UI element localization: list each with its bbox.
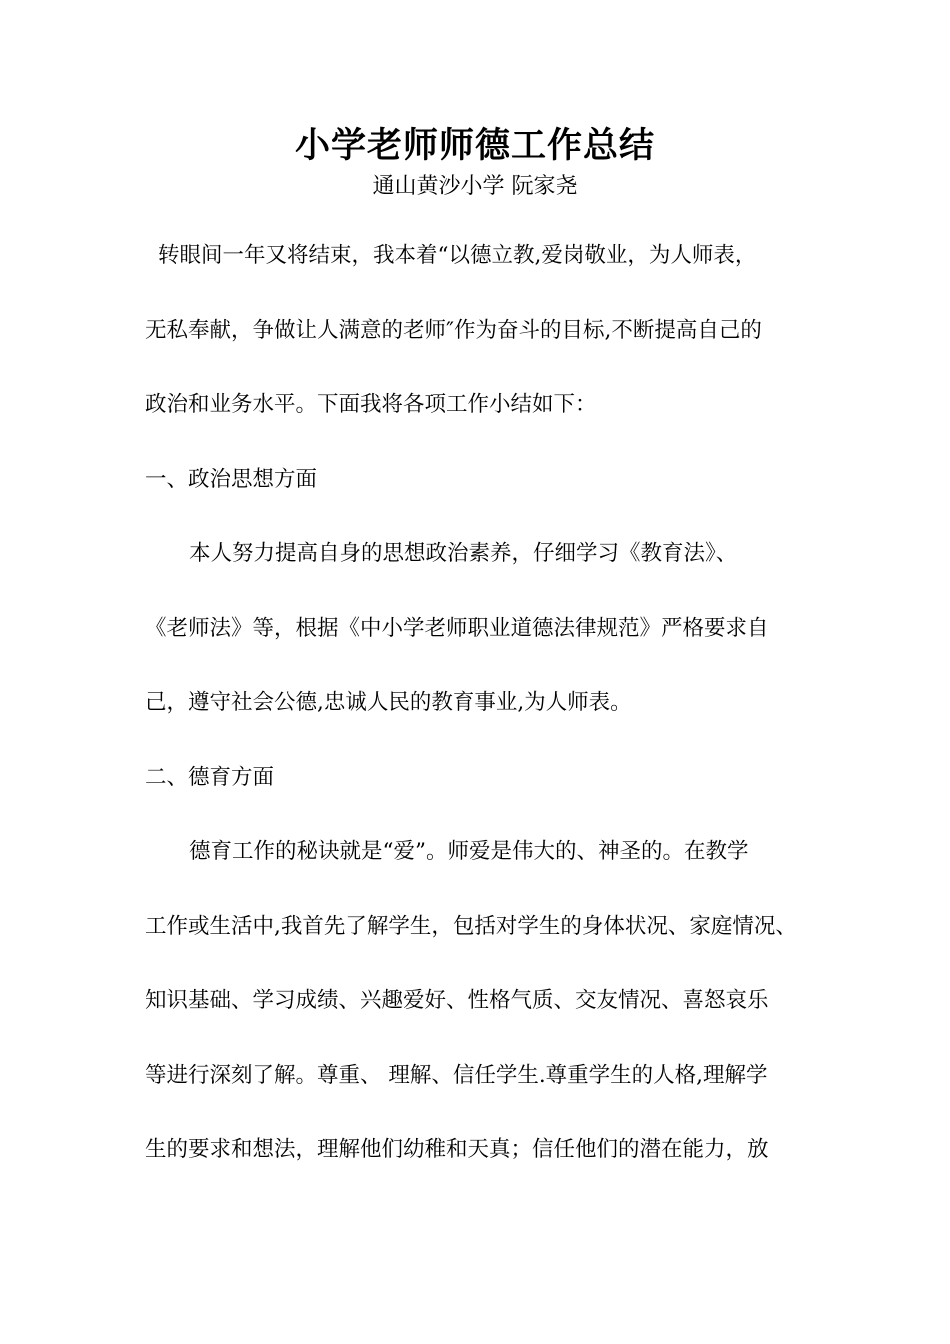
paragraph-line: 政治和业务水平。下面我将各项工作小结如下： [145, 392, 597, 417]
paragraph-line: 己，遵守社会公德,忠诚人民的教育事业,为人师表。 [145, 690, 632, 715]
paragraph-line: 生的要求和想法，理解他们幼稚和天真；信任他们的潜在能力，放 [145, 1137, 769, 1162]
document-subtitle: 通山黄沙小学 阮家尧 [372, 174, 578, 199]
paragraph-line: 德育工作的秘诀就是“爱”。师爱是伟大的、神圣的。在教学 [189, 839, 749, 864]
document-title: 小学老师师德工作总结 [294, 125, 655, 166]
section-heading: 一、政治思想方面 [145, 466, 318, 492]
paragraph-line: 转眼间一年又将结束，我本着“以德立教,爱岗敬业，为人师表， [158, 243, 757, 268]
section-heading: 二、德育方面 [145, 764, 275, 790]
paragraph-line: 等进行深刻了解。尊重、 理解、信任学生.尊重学生的人格,理解学 [145, 1062, 768, 1088]
paragraph-line: 《老师法》等，根据《中小学老师职业道德法律规范》严格要求自 [145, 615, 769, 641]
paragraph-line: 本人努力提高自身的思想政治素养，仔细学习《教育法》、 [189, 541, 738, 566]
paragraph-line: 工作或生活中,我首先了解学生，包括对学生的身体状况、家庭情况、 [145, 913, 797, 939]
document-body [145, 234, 825, 1203]
paragraph-line: 知识基础、学习成绩、兴趣爱好、性格气质、交友情况、喜怒哀乐 [145, 988, 769, 1013]
paragraph-line: 无私奉献，争做让人满意的老师″作为奋斗的目标,不断提高自己的 [145, 317, 762, 343]
